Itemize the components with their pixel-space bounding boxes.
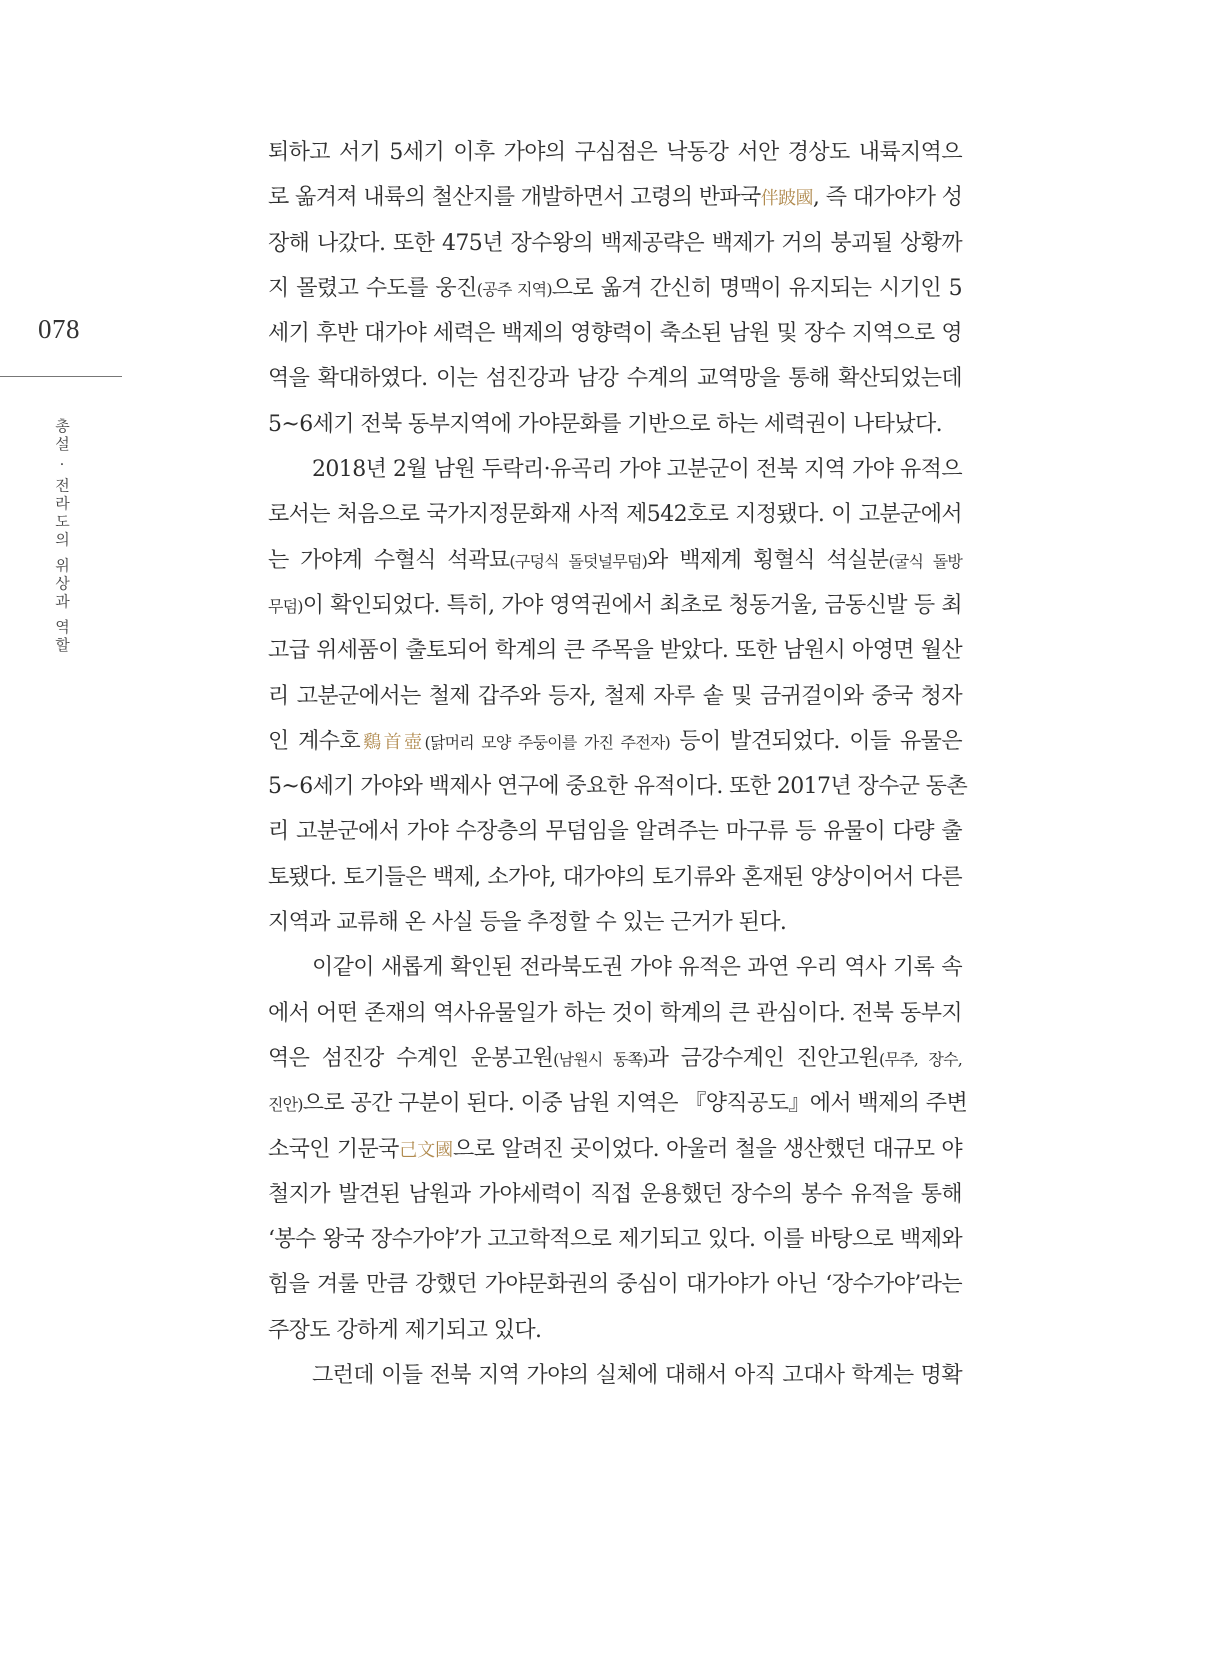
annotation-text: (무주, 장수, xyxy=(879,1049,962,1069)
annotation-text: 진안) xyxy=(268,1095,303,1115)
text-run: 그런데 이들 전북 지역 가야의 실체에 대해서 아직 고대사 학계는 명확 xyxy=(312,1363,962,1389)
text-run: 5~6세기 가야와 백제사 연구에 중요한 유적이다. 또한 2017년 장수군 동촌 xyxy=(268,774,968,800)
annotation-text: (구덩식 돌덧널무덤) xyxy=(509,551,648,571)
text-line xyxy=(268,583,962,628)
text-line xyxy=(268,991,962,1036)
text-run: 으로 옮겨 간신히 명맥이 유지되는 시기인 5 xyxy=(551,275,963,301)
running-section-title: 총설 · 전라도의 위상과 역할 xyxy=(53,418,71,655)
annotation-text: (닭머리 모양 주둥이를 가진 주전자) xyxy=(424,732,670,752)
text-line xyxy=(268,719,962,764)
paragraph xyxy=(268,945,968,1353)
text-run: 철지가 발견된 남원과 가야세력이 직접 운용했던 장수의 봉수 유적을 통해 xyxy=(268,1181,962,1207)
text-line xyxy=(268,1353,962,1398)
text-run: ‘봉수 왕국 장수가야’가 고고학적으로 제기되고 있다. 이를 바탕으로 백제와 xyxy=(268,1227,962,1253)
text-line xyxy=(268,900,962,945)
text-run: , 즉 대가야가 성 xyxy=(812,185,963,211)
text-line xyxy=(268,492,962,537)
text-line xyxy=(268,447,962,492)
text-run: 는 가야계 수혈식 석곽묘 xyxy=(268,547,510,573)
text-run: 와 백제계 횡혈식 석실분 xyxy=(647,547,889,573)
text-run: 역을 확대하였다. 이는 섬진강과 남강 수계의 교역망을 통해 확산되었는데 xyxy=(268,366,962,392)
text-run: 등이 발견되었다. 이들 유물은 xyxy=(669,728,962,754)
text-line xyxy=(268,764,968,809)
text-line xyxy=(268,538,962,583)
text-run: 지 몰렸고 수도를 웅진 xyxy=(268,275,477,301)
hanja-text: 己文國 xyxy=(398,1139,454,1161)
annotation-text: (남원시 동쪽) xyxy=(553,1049,648,1069)
text-run: 에서 어떤 존재의 역사유물일가 하는 것이 학계의 큰 관심이다. 전북 동부지 xyxy=(268,1000,962,1026)
text-run: 리 고분군에서는 철제 갑주와 등자, 철제 자루 솥 및 금귀걸이와 중국 청자 xyxy=(268,683,962,709)
paragraph xyxy=(268,447,968,945)
text-run: 주장도 강하게 제기되고 있다. xyxy=(268,1317,542,1343)
text-run: 리 고분군에서 가야 수장층의 무덤임을 알려주는 마구류 등 유물이 다량 출 xyxy=(268,819,962,845)
text-run: 로 옮겨져 내륙의 철산지를 개발하면서 고령의 반파국 xyxy=(268,185,761,211)
text-line xyxy=(268,628,962,673)
text-run: 퇴하고 서기 5세기 이후 가야의 구심점은 낙동강 서안 경상도 내륙지역으 xyxy=(268,140,962,165)
text-line xyxy=(268,175,962,220)
text-line xyxy=(268,809,962,854)
text-run: 으로 공간 구분이 된다. 이중 남원 지역은 『양직공도』에서 백제의 주변 xyxy=(302,1091,968,1117)
text-line xyxy=(268,221,962,266)
body-text xyxy=(268,130,968,1398)
text-line xyxy=(268,855,962,900)
text-line xyxy=(268,311,962,356)
margin-divider xyxy=(0,376,122,377)
text-run: 으로 알려진 곳이었다. 아울러 철을 생산했던 대규모 야 xyxy=(453,1136,962,1162)
annotation-text: 무덤) xyxy=(268,596,303,616)
paragraph xyxy=(268,1353,962,1398)
text-line xyxy=(268,1036,962,1081)
text-run: 고급 위세품이 출토되어 학계의 큰 주목을 받았다. 또한 남원시 아영면 월산 xyxy=(268,638,962,664)
text-run: 지역과 교류해 온 사실 등을 추정할 수 있는 근거가 된다. xyxy=(268,910,787,936)
text-line xyxy=(268,1081,968,1126)
text-line xyxy=(268,674,962,719)
paragraph xyxy=(268,130,962,447)
text-line xyxy=(268,1172,962,1217)
text-run: 세기 후반 대가야 세력은 백제의 영향력이 축소된 남원 및 장수 지역으로 영 xyxy=(268,321,962,347)
text-line xyxy=(268,266,962,311)
text-run: 소국인 기문국 xyxy=(268,1136,399,1162)
text-line xyxy=(268,1127,962,1172)
text-line xyxy=(268,1262,962,1307)
text-run: 힘을 겨룰 만큼 강했던 가야문화권의 중심이 대가야가 아닌 ‘장수가야’라는 xyxy=(268,1272,962,1298)
text-line xyxy=(268,1308,962,1353)
text-run: 역은 섬진강 수계인 운봉고원 xyxy=(268,1045,554,1071)
text-run: 이 확인되었다. 특히, 가야 영역권에서 최초로 청동거울, 금동신발 등 최 xyxy=(302,592,962,618)
text-run: 이같이 새롭게 확인된 전라북도권 가야 유적은 과연 우리 역사 기록 속 xyxy=(312,955,962,981)
annotation-text: (공주 지역) xyxy=(476,279,552,299)
text-run: 과 금강수계인 진안고원 xyxy=(647,1045,880,1071)
text-run: 로서는 처음으로 국가지정문화재 사적 제542호로 지정됐다. 이 고분군에서 xyxy=(268,502,962,528)
text-line xyxy=(268,402,962,447)
hanja-text: 鷄首壺 xyxy=(360,731,425,753)
text-line xyxy=(268,356,962,401)
annotation-text: (굴식 돌방 xyxy=(888,551,963,571)
text-run: 2018년 2월 남원 두락리·유곡리 가야 고분군이 전북 지역 가야 유적으 xyxy=(312,457,962,483)
text-run: 인 계수호 xyxy=(268,728,361,754)
hanja-text: 伴跛國 xyxy=(760,188,813,210)
page-number: 078 xyxy=(38,314,80,344)
text-line xyxy=(268,130,962,175)
text-run: 토됐다. 토기들은 백제, 소가야, 대가야의 토기류와 혼재된 양상이어서 다른 xyxy=(268,864,962,890)
text-line xyxy=(268,1217,962,1262)
text-run: 장해 나갔다. 또한 475년 장수왕의 백제공략은 백제가 거의 붕괴될 상황까 xyxy=(268,230,962,256)
text-line xyxy=(268,945,962,990)
text-run: 5~6세기 전북 동부지역에 가야문화를 기반으로 하는 세력권이 나타났다. xyxy=(268,411,943,437)
